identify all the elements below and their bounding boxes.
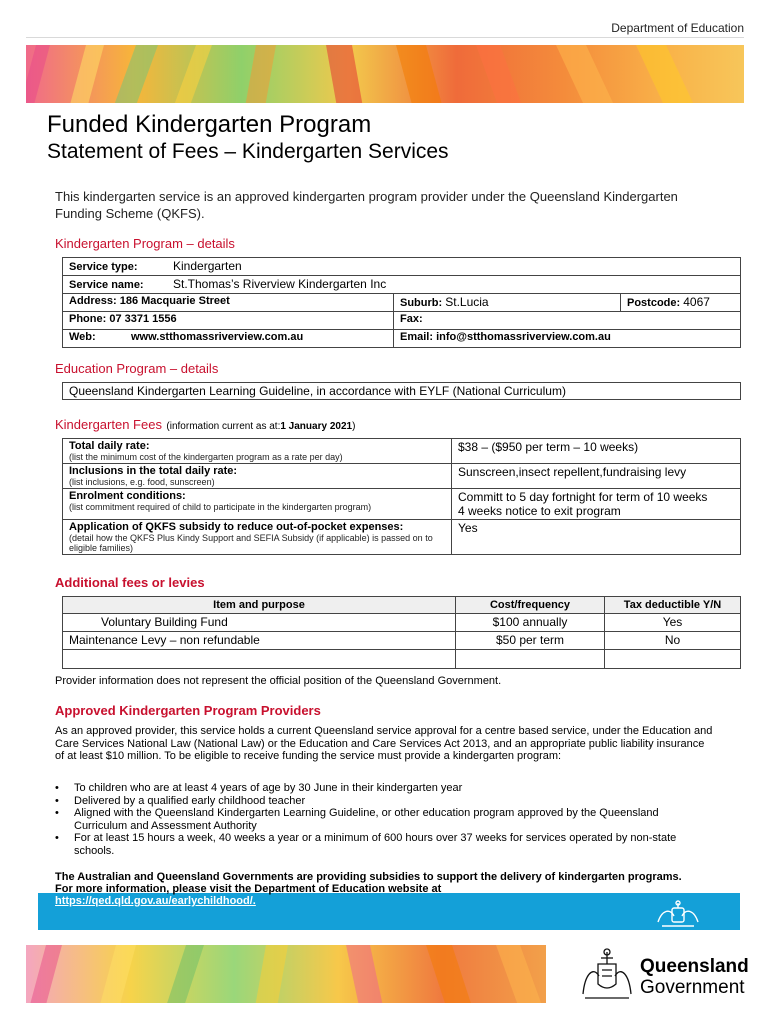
service-name-value: St.Thomas’s Riverview Kindergarten Inc: [173, 277, 387, 291]
list-item: • For at least 15 hours a week, 40 weeks a year or a minimum of 600 hours over 37 weeks for services operated by non-state schools.: [55, 832, 705, 857]
service-name-row: [63, 276, 741, 294]
fee-label-cell: [63, 464, 452, 489]
postcode-cell: [621, 294, 741, 312]
col-header-item: Item and purpose: [63, 597, 456, 614]
table-row: [63, 464, 741, 489]
fee-value: Sunscreen,insect repellent,fundraising levy: [458, 465, 687, 479]
fee-label-cell: [63, 489, 452, 520]
list-item: • Delivered by a qualified early childhood teacher: [55, 795, 705, 808]
fee-label-cell: [63, 520, 452, 555]
col-header-cost: Cost/frequency: [456, 597, 605, 614]
fees-table: [62, 438, 741, 555]
postcode-value: 4067: [683, 295, 710, 309]
list-item: • Aligned with the Queensland Kindergarten Learning Guideline, or other education program approved by the Queensland Curriculum and Assessment Authority: [55, 807, 705, 832]
phone-cell: Phone: 07 3371 1556: [63, 312, 394, 330]
item-cell: Maintenance Levy – non refundable: [63, 632, 456, 650]
fee-value: Yes: [458, 521, 478, 535]
service-type-row: [63, 258, 741, 276]
table-row: [63, 439, 741, 464]
item-cell: Voluntary Building Fund: [63, 614, 456, 632]
page-title: Funded Kindergarten Program: [47, 111, 372, 138]
education-program-text: Queensland Kindergarten Learning Guideline, in accordance with EYLF (National Curriculum): [63, 383, 741, 400]
department-name: Department of Education: [611, 21, 744, 35]
header-divider: [26, 37, 744, 38]
table-row: [63, 650, 741, 669]
suburb-cell: [394, 294, 621, 312]
fees-heading: Kindergarten Fees: [55, 417, 162, 432]
fee-label: Application of QKFS subsidy to reduce out-of-pocket expenses:: [69, 521, 404, 533]
service-name-label: Service name:: [69, 279, 144, 291]
providers-paragraph: As an approved provider, this service holds a current Queensland service approval for a centre based service, under the Education and Care Services National Law (National Law) or the Education and Care Services Act 2013, and an appropriate public liability insurance of at least $10 million. To be eligible to receive funding the service must provide a kindergarten program:: [55, 725, 713, 762]
table-row: [63, 489, 741, 520]
fee-sub: (detail how the QKFS Plus Kindy Support and SEFIA Subsidy (if applicable) is passed on to eligible families): [69, 533, 433, 553]
service-type-label: Service type:: [69, 261, 138, 273]
col-header-tax: Tax deductible Y/N: [605, 597, 741, 614]
fee-sub: (list the minimum cost of the kindergarten program as a rate per day): [69, 452, 343, 462]
footer-watercolour-banner: [26, 945, 546, 1003]
fee-value-cell: [452, 489, 741, 520]
table-header-row: [63, 597, 741, 614]
early-childhood-link[interactable]: https://qed.qld.gov.au/earlychildhood/.: [55, 895, 256, 907]
education-program-table: [62, 382, 741, 400]
fee-label: Inclusions in the total daily rate:: [69, 465, 238, 477]
fee-label: Enrolment conditions:: [69, 490, 186, 502]
fee-label: Total daily rate:: [69, 440, 150, 452]
fees-heading-line: [55, 416, 355, 434]
disclaimer-text: Provider information does not represent the official position of the Queensland Government.: [55, 675, 502, 687]
suburb-value: St.Lucia: [445, 295, 489, 309]
address-cell: Address: 186 Macquarie Street: [63, 294, 394, 312]
fee-value-cell: [452, 464, 741, 489]
fee-value2: 4 weeks notice to exit program: [458, 504, 621, 518]
queensland-logo-name: Queensland: [640, 956, 749, 977]
cost-cell: [456, 650, 605, 669]
cost-cell: $100 annually: [456, 614, 605, 632]
tax-cell: Yes: [605, 614, 741, 632]
intro-text: This kindergarten service is an approved kindergarten program provider under the Queensland Kindergarten Funding Scheme (QKFS).: [55, 189, 678, 221]
queensland-logo-government: Government: [640, 977, 745, 998]
fee-sub: (list inclusions, e.g. food, sunscreen): [69, 477, 215, 487]
education-program-heading: Education Program – details: [55, 361, 219, 376]
fee-value: $38 – ($950 per term – 10 weeks): [458, 440, 639, 454]
tax-cell: No: [605, 632, 741, 650]
page-subtitle: Statement of Fees – Kindergarten Services: [47, 140, 449, 163]
program-details-heading: Kindergarten Program – details: [55, 236, 235, 251]
fee-value-cell: [452, 439, 741, 464]
watercolour-banner: [26, 45, 744, 103]
fees-note-suffix: ): [352, 421, 356, 432]
crest-icon: [652, 900, 704, 928]
web-value[interactable]: www.stthomassriverview.com.au: [131, 331, 304, 343]
email-cell[interactable]: Email: info@stthomassriverview.com.au: [394, 330, 741, 348]
table-row: [63, 520, 741, 555]
table-row: [63, 632, 741, 650]
requirements-list: [55, 782, 705, 857]
fax-cell: Fax:: [394, 312, 741, 330]
cost-cell: $50 per term: [456, 632, 605, 650]
web-cell: [63, 330, 394, 348]
table-row: [63, 614, 741, 632]
suburb-label: Suburb:: [400, 297, 443, 309]
fees-note-date: 1 January 2021: [280, 421, 353, 432]
service-details-table: [62, 257, 741, 348]
fee-value-cell: [452, 520, 741, 555]
web-label: Web:: [69, 331, 96, 343]
providers-heading: Approved Kindergarten Program Providers: [55, 703, 321, 718]
item-cell: [63, 650, 456, 669]
service-type-value: Kindergarten: [173, 259, 242, 273]
fee-label-cell: [63, 439, 452, 464]
fees-note-prefix: (information current as at:: [166, 421, 281, 432]
tax-cell: [605, 650, 741, 669]
additional-fees-table: [62, 596, 741, 669]
fee-sub: (list commitment required of child to participate in the kindergarten program): [69, 502, 372, 512]
subsidy-statement: The Australian and Queensland Governments are providing subsidies to support the delivery of kindergarten programs. For more information, please visit the Department of Education website at: [55, 871, 682, 895]
list-item: • To children who are at least 4 years of age by 30 June in their kindergarten year: [55, 782, 705, 795]
fee-value: Committ to 5 day fortnight for term of 10 weeks: [458, 490, 708, 504]
additional-fees-heading: Additional fees or levies: [55, 575, 205, 590]
postcode-label: Postcode:: [627, 297, 681, 309]
